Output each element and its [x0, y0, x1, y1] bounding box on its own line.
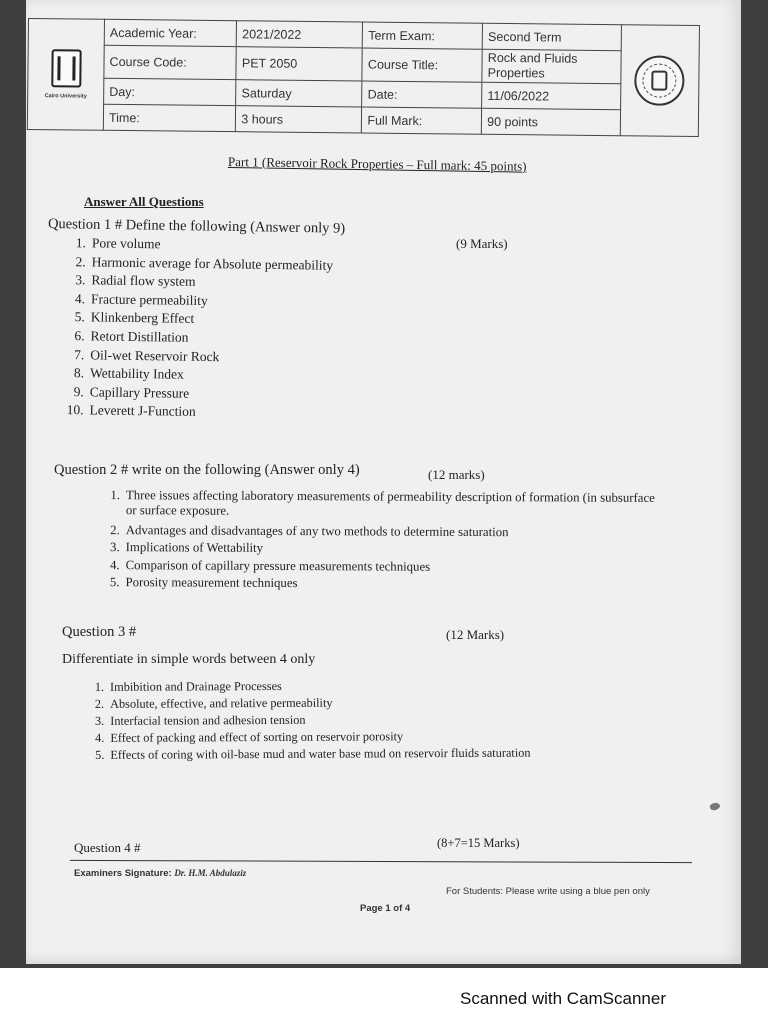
term-exam-label: Term Exam: [363, 22, 483, 49]
list-item: 5. Klinkenberg Effect [74, 309, 195, 327]
date-value: 11/06/2022 [482, 82, 621, 109]
question-1-marks: (9 Marks) [456, 236, 508, 251]
question-2-list [95, 488, 654, 595]
date-label: Date: [362, 81, 482, 108]
academic-year-label: Academic Year: [104, 19, 237, 46]
list-item: 2. Harmonic average for Absolute permeability [75, 253, 334, 273]
list-item: 3. Interfacial tension and adhesion tension [94, 712, 306, 728]
question-1-heading: Question 1 # Define the following (Answer only 9) [47, 216, 346, 237]
list-item: 5. Effects of coring with oil-base mud and water base mud on reservoir fluids saturation [95, 745, 531, 762]
question-1-list [59, 235, 333, 425]
question-3-marks: (12 Marks) [446, 627, 505, 642]
list-item: 2. Absolute, effective, and relative permeability [94, 695, 333, 711]
question-3-instruction: Differentiate in simple words between 4 only [62, 652, 316, 667]
day-value: Saturday [236, 80, 362, 107]
course-code-value: PET 2050 [236, 47, 362, 81]
signature-label: Examiners Signature: [74, 868, 172, 879]
academic-year-value: 2021/2022 [237, 21, 363, 48]
answer-all-heading: Answer All Questions [84, 194, 204, 209]
course-title-label: Course Title: [362, 48, 482, 82]
list-item: 4. Effect of packing and effect of sorting on reservoir porosity [95, 729, 404, 745]
list-item: 5. Porosity measurement techniques [109, 575, 298, 591]
day-label: Day: [104, 78, 237, 105]
list-item: 7. Oil-wet Reservoir Rock [74, 346, 220, 364]
question-3-list [80, 678, 531, 765]
question-4-heading: Question 4 # [74, 840, 141, 855]
signature-name: Dr. H.M. Abdulaziz [174, 868, 247, 878]
footer-divider [70, 860, 692, 863]
list-item: 1. Pore volume [75, 235, 161, 252]
question-3-heading: Question 3 # [62, 624, 137, 640]
full-mark-label: Full Mark: [362, 107, 482, 134]
page-number: Page 1 of 4 [360, 903, 411, 914]
students-note: For Students: Please write using a blue pen only [446, 886, 650, 897]
term-exam-value: Second Term [482, 23, 621, 50]
list-item: 4. Comparison of capillary pressure measurements techniques [109, 557, 431, 574]
examiners-signature [74, 868, 246, 879]
time-label: Time: [103, 104, 236, 131]
list-item: 1. Three issues affecting laboratory measurements of permeability description of formation (in subsurface or surface exposure. [110, 488, 655, 518]
list-item: 8. Wettability Index [73, 365, 184, 382]
university-name: Cairo University [44, 93, 87, 100]
list-item: 2. Advantages and disadvantages of any two methods to determine saturation [110, 523, 509, 540]
question-2-heading: Question 2 # write on the following (Answer only 4) [54, 462, 360, 478]
part-title: Part 1 (Reservoir Rock Properties – Full mark: 45 points) [227, 154, 527, 174]
scan-speck [709, 802, 721, 812]
question-4-marks: (8+7=15 Marks) [437, 836, 520, 850]
question-2-marks: (12 marks) [428, 467, 485, 482]
list-item: 1. Imbibition and Drainage Processes [94, 678, 282, 694]
list-item: 10. Leverett J-Function [66, 402, 196, 420]
list-item: 3. Radial flow system [75, 272, 196, 290]
course-title-value: Rock and Fluids Properties [482, 49, 621, 83]
course-code-label: Course Code: [104, 45, 237, 79]
full-mark-value: 90 points [482, 108, 621, 135]
list-item: 4. Fracture permeability [74, 290, 208, 308]
camscanner-watermark: Scanned with CamScanner [460, 989, 667, 1008]
list-item: 3. Implications of Wettability [110, 540, 264, 556]
list-item: 9. Capillary Pressure [73, 383, 190, 401]
time-value: 3 hours [236, 106, 362, 133]
list-item: 6. Retort Distillation [74, 328, 189, 345]
